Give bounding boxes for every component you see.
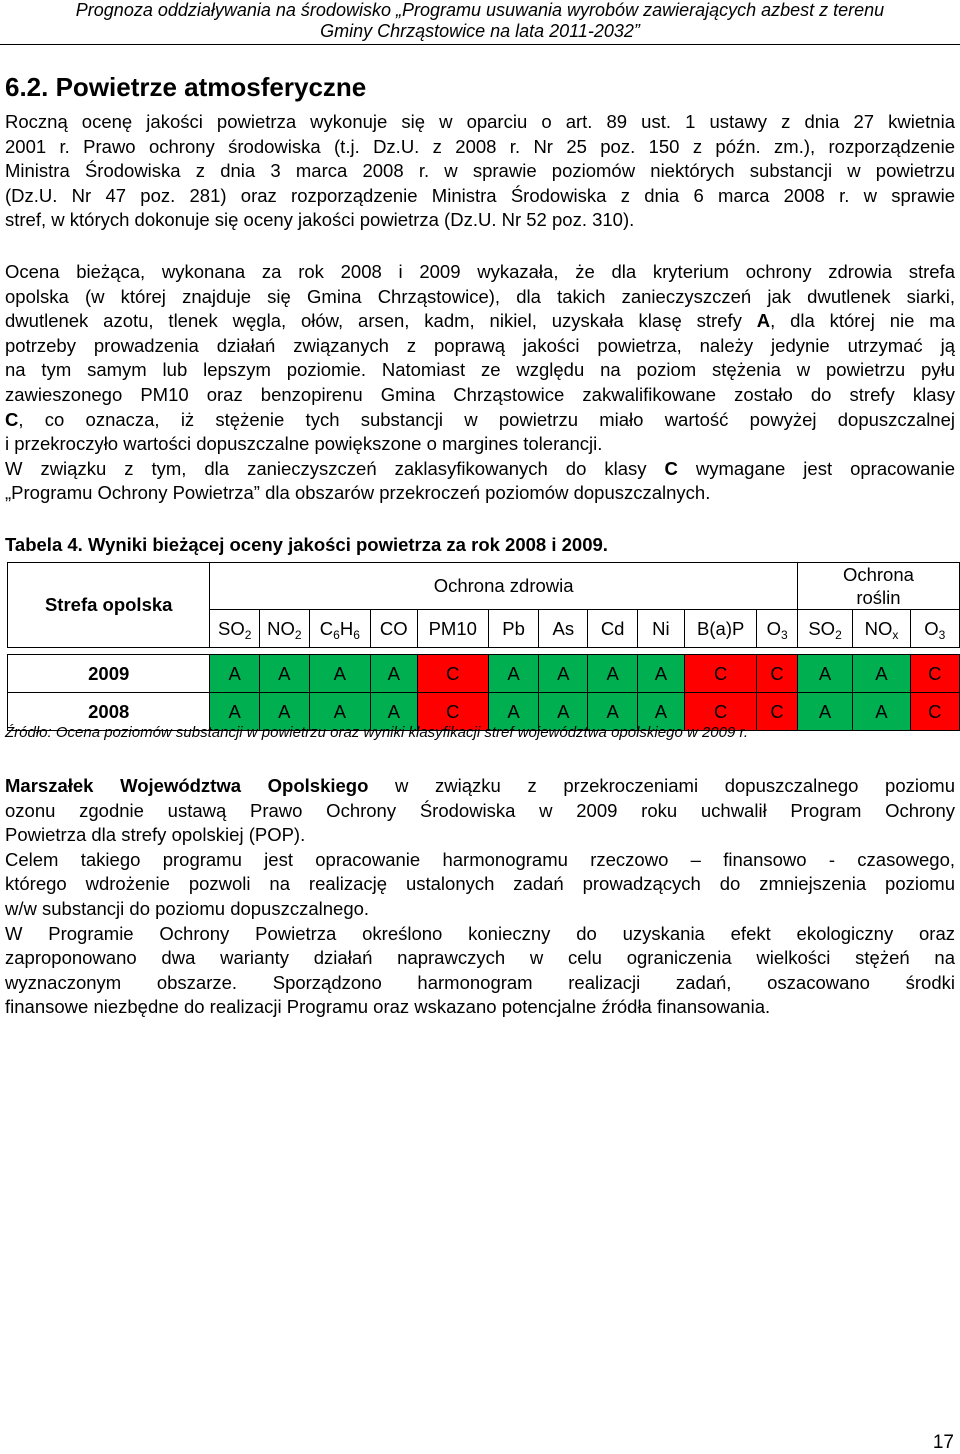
text-line: C, co oznacza, iż stężenie tych substancji w powietrzu miało wartość powyżej dopuszczalnej [5,408,955,430]
health-protection-header: Ochrona zdrowia [210,563,797,610]
marshal-name: Marszałek Województwa Opolskiego [5,775,369,796]
pollutant-header: $SO_2$ [210,610,260,648]
paragraph-assessment [5,260,955,506]
air-quality-table [7,562,960,731]
class-cell: C [910,693,959,731]
text-line: 2001 r. Prawo ochrony środowiska (t.j. Dz.U. z 2008 r. Nr 25 poz. 150 z późn. zm.), rozporządzenie [5,135,955,157]
table-source [5,724,748,741]
pollutant-header: $SO_2$ [797,610,852,648]
header-line-2: Gminy Chrząstowice na lata 2011-2032” [320,21,640,41]
class-cell: A [309,693,370,731]
plant-header-line-2: roślin [856,587,901,608]
pollutant-header: Ni [637,610,684,648]
class-cell: A [539,693,588,731]
pollutant-header: CO [371,610,418,648]
year-cell: 2009 [8,655,210,693]
text-line: ozonu zgodnie ustawą Prawo Ochrony Środowiska w 2009 roku uchwalił Program Ochrony [5,799,955,821]
text-line: stref, w których dokonuje się oceny jakości powietrza (Dz.U. Nr 52 poz. 310). [5,209,635,231]
class-cell: A [797,655,852,693]
class-cell: A [588,693,637,731]
class-cell: A [210,655,260,693]
class-cell: C [757,655,797,693]
page-header [0,0,960,45]
text-line: zaproponowano dwa warianty działań naprawczych w celu ograniczenia wielkości stężeń na [5,947,955,969]
pollutant-header: B(a)P [685,610,757,648]
class-cell: A [210,693,260,731]
class-cell: C [417,693,488,731]
pollutant-header: Cd [588,610,637,648]
class-cell: A [637,693,684,731]
section-title: 6.2. Powietrze atmosferyczne [5,72,367,102]
class-cell: A [260,655,310,693]
text-line: „Programu Ochrony Powietrza” dla obszarów przekroczeń poziomów dopuszczalnych. [5,482,711,504]
pollutant-header: As [539,610,588,648]
paragraph-program [5,774,955,1020]
class-cell: A [588,655,637,693]
class-cell: A [309,655,370,693]
class-c-marker: C [664,457,678,479]
pollutant-header: $O_3$ [910,610,959,648]
class-cell: C [417,655,488,693]
table-caption: Tabela 4. Wyniki bieżącej oceny jakości powietrza za rok 2008 i 2009. [5,534,608,555]
text-line: finansowe niezbędne do realizacji Programu oraz wskazano potencjalne źródła finansowania. [5,996,771,1018]
pollutant-header: PM10 [417,610,488,648]
source-label: Źródło: [5,724,52,741]
source-text: Ocena poziomów substancji w powietrzu oraz wyniki klasyfikacji stref województwa opolskiego w 2009 r. [51,724,749,741]
pollutant-header: $C_6H_6$ [309,610,370,648]
plant-header-line-1: Ochrona [842,564,914,585]
class-cell: A [797,693,852,731]
text-line: Marszałek Województwa Opolskiego w związku z przekroczeniami dopuszczalnego poziomu [5,775,955,796]
text-line: zawieszonego PM10 oraz benzopirenu Gmina Chrząstowice zakwalifikowane zostało do strefy klasy [5,383,955,405]
text-line: dwutlenek azotu, tlenek węgla, ołów, arsen, kadm, nikiel, uzyskała klasę strefy A, dla której nie ma [5,310,955,332]
text-line: W Programie Ochrony Powietrza określono konieczny do uzyskania efekt ekologiczny oraz [5,922,955,944]
text-line: Ministra Środowiska z dnia 3 marca 2008 r. w sprawie poziomów niektórych substancji w powietrzu [5,160,955,182]
class-cell: A [260,693,310,731]
class-cell: A [371,655,418,693]
text-line: Roczną ocenę jakości powietrza wykonuje się w oparciu o art. 89 ust. 1 ustawy z dnia 27 kwietnia [5,111,955,132]
pollutant-header: $O_3$ [757,610,797,648]
class-cell: A [488,655,538,693]
class-cell: A [853,693,910,731]
text-line: Ocena bieżąca, wykonana za rok 2008 i 2009 wykazała, że dla kryterium ochrony zdrowia strefa [5,261,955,282]
text-line: potrzeby prowadzenia działań związanych z poprawą jakości powietrza, należy jedynie utrzymać ją [5,334,955,356]
pollutant-header: $NO_x$ [853,610,910,648]
plant-protection-header [797,563,959,610]
class-cell: C [910,655,959,693]
class-cell: A [853,655,910,693]
class-a-marker: A [756,310,771,332]
table-spacer [8,648,960,655]
text-line: Powietrza dla strefy opolskiej (POP). [5,824,306,846]
text-line: w/w substancji do poziomu dopuszczalnego. [5,897,370,919]
pollutant-header: Pb [488,610,538,648]
zone-header: Strefa opolska [8,563,210,648]
text-line: wyznaczonym obszarze. Sporządzono harmonogram realizacji zadań, oszacowano środki [5,971,955,993]
class-cell: A [637,655,684,693]
class-cell: C [757,693,797,731]
pollutant-header: $NO_2$ [260,610,310,648]
table-row [8,655,960,693]
class-cell: A [488,693,538,731]
text-line: (Dz.U. Nr 47 poz. 281) oraz rozporządzenie Ministra Środowiska z dnia 6 marca 2008 r. w sprawie [5,184,955,206]
class-cell: A [371,693,418,731]
header-line-1: Prognoza oddziaływania na środowisko „Programu usuwania wyrobów zawierających azbest z terenu [75,0,885,20]
text-line: i przekroczyło wartości dopuszczalne powiększone o margines tolerancji. [5,433,603,455]
page-number: 17 [932,1432,954,1453]
class-cell: C [685,655,757,693]
class-cell: C [685,693,757,731]
text-line: W związku z tym, dla zanieczyszczeń zaklasyfikowanych do klasy C wymagane jest opracowanie [5,457,955,479]
text-line: Celem takiego programu jest opracowanie harmonogramu rzeczowo – finansowo - czasowego, [5,848,955,870]
class-c-marker: C [5,408,19,430]
paragraph-legal-basis [5,110,955,233]
year-cell: 2008 [8,693,210,731]
class-cell: A [539,655,588,693]
text-line: na tym samym lub lepszym poziomie. Natomiast ze względu na poziom stężenia w powietrzu pyłu [5,359,955,381]
text-line: którego wdrożenie pozwoli na realizację ustalonych zadań prowadzących do zmniejszenia poziomu [5,873,955,895]
text-line: opolska (w której znajduje się Gmina Chrząstowice), dla takich zanieczyszczeń jak dwutlenek siarki, [5,285,955,307]
